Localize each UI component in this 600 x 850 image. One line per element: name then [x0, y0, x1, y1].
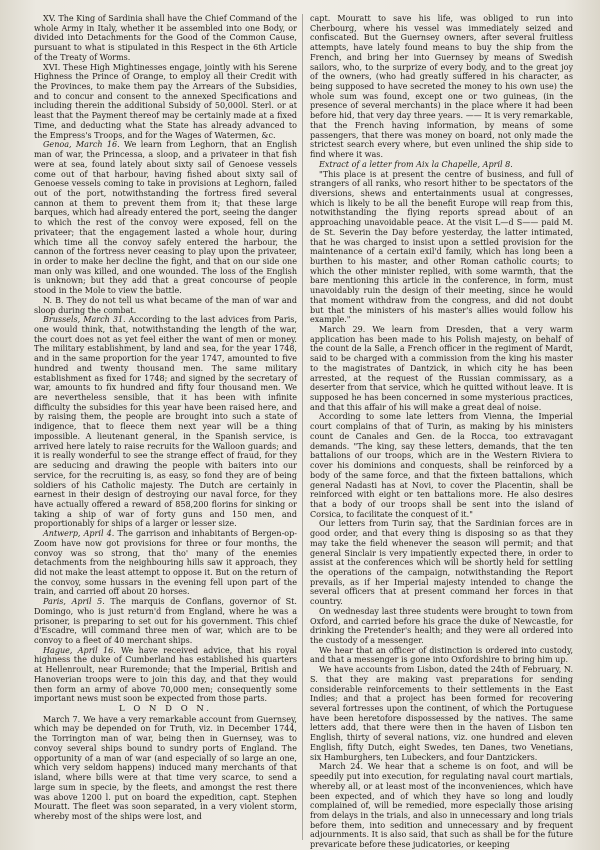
paris-report	[34, 597, 297, 646]
column-divider	[302, 14, 303, 840]
paris-text: The marquis de Conflans, governor of St. Domingo, who is just return'd from England, where he was a prisoner, is preparing to set out for his government. This chief d'Escadre, will command three men of war, which are to be convoy to a fleet of 40 merchant ships.	[34, 597, 297, 645]
oxford-students-report: On wednesday last three students were brought to town from Oxford, and carried before his grace the duke of Newcastle, for drinking the Pretender's health; and they were all ordered into the custody of a messenger.	[310, 606, 573, 645]
nb-note: N. B. They do not tell us what became of the man of war and sloop during the combat.	[34, 295, 297, 315]
genoa-report	[34, 140, 297, 296]
dresden-report: March 29. We learn from Dresden, that a very warm application has been made to his Polish majesty, on behalf of the count de la Salle, a French officer in the regiment of Mardt, said to be charged with a commission from the king his master to the magistrates of Dantzick, in which city he has been arrested, at the request of the Russian commissary, as a deserter from that service, which he quitted without leave. It is supposed he has been concerned in some mysterious practices, and that this affair of his will make a great deal of noise.	[310, 325, 573, 412]
guernsey-report: March 7. We have a very remarkable account from Guernsey, which may be depended on for Truth, viz. in December 1744, the Torrington man of war, being then in Guernsey, was to convoy several ships bound to sundry ports of England. The opportunity of a man of war (and especially of so large an one, which very seldom happens) induced many merchants of that island, where bills were at that time very scarce, to send a large sum in specie, by the fleets, and amongst the rest there was above 1200 l. put on board the expedition, capt. Stephen Mouratt. The fleet was soon separated, in a very violent storm, whereby most of the ships were lost, and	[34, 714, 297, 821]
london-heading: L O N D O N.	[119, 704, 212, 715]
antwerp-dateline: Antwerp, April 4.	[43, 529, 115, 539]
genoa-dateline: Genoa, March 16.	[43, 140, 120, 150]
guernsey-continuation: capt. Mouratt to save his life, was obliged to run into Cherbourg, where his vessel was immediately seized and confiscated. But the Guernsey owners, after several fruitless attempts, have lately found means to buy the ship from the French, and bring her into Guernsey by means of Swedish sailors, who, to the surprize of every body, and to the great joy of the owners, (who had greatly suffered in his character, as being supposed to have secreted the money to his own use) the whole sum was found, except one or two guineas, (in the presence of several merchants) in the place where it had been before hid, that very day three years. —— It is very remarkable, that the French having information, by means of some passengers, that there was money on board, not only made the strictest search every where, but even unlined the ship side to find where it was.	[310, 14, 573, 160]
lisbon-report: We have accounts from Lisbon, dated the 24th of February, N. S. that they are making vast preparations for sending considerable reinforcements to their settlements in the East Indies; and that a project has been formed for recovering several fortresses upon the continent, of which the Portuguese have been heretofore dispossessed by the natives. The same letters add, that there were then in the haven of Lisbon ten English, thirty of several nations, viz. one hundred and eleven English, fifty Dutch, eight Swedes, ten Danes, two Venetians, six Hamburghers, ten Lubeckers, and four Dantzickers.	[310, 665, 573, 762]
genoa-text: We learn from Leghorn, that an English man of war, the Princessa, a sloop, and a privateer in that fish were at sea, found lately about sixty sail of Genoese vessels come out of that harbour, having fished about sixty sail of Genoese vessels coming to take in provisions at Leghorn, failed out of the port, notwithstanding the fortress fired several cannon at them to prevent them from it; that these large barques, which had already entered the port, seeing the danger to which the rest of the convoy were exposed, fell on the privateer; that the engagement lasted a whole hour, during which time all the convoy safely entered the harbour, the cannon of the fortress never ceasing to play upon the privateer, in order to make her decline the fight, and that on our side one man only was killed, and one wounded. The loss of the English is unknown; but they add that a great concourse of people stood in the Mole to view the battle.	[34, 140, 298, 296]
brussels-text: According to the last advices from Paris, one would think, that, notwithstanding the length of the war, the court does not as yet feel either the want of men or money. The military establishment, by land and sea, for the year 1748, and in the same proportion for the year 1747, amounted to five hundred and twenty thousand men. The same military establishment as fixed for 1748; and signed by the secretary of war, amounts to fix hundred and fifty four thousand men. We are nevertheless sensible, that it has been with infinite difficulty the subsidies for this year have been raised here, and by raising them, the people are brought into such a state of indigence, that to fleece them next year will be a thing impossible. A lieutenant general, in the Spanish service, is arrived here lately to raise recruits for the Walloon guards; and it is really wonderful to see the strange effect of fraud, for they are seducing and drawing the people with baiters into our service, for the recruiting is, as easy, so fond they are of being soldiers of his Catholic majesty. The Dutch are certainly in earnest in their design of destroying our naval force, for they have actually offered a reward of 858,200 florins for sinking or taking a ship of war of forty guns and 150 men, and proportionably for ships of a larger or lesser size.	[34, 315, 297, 529]
aix-extract-heading: Extract of a letter from Aix la Chapelle, April 8.	[319, 159, 513, 169]
paris-dateline: Paris, April 5.	[43, 597, 105, 607]
hague-text: We have received advice, that his royal highness the duke of Cumberland has established his quarters at Hellenroult, near Ruremonde; that the Imperial, British and Hanoverian troops were to join this day, and that they would then form an army of above 70,000 men; consequently some important news must soon be expected from those parts.	[34, 645, 297, 704]
turin-report: Our letters from Turin say, that the Sardinian forces are in good order, and that every thing is disposing so as that they may take the field whenever the season will permit; and that general Sinclair is very impatiently expected there, in order to assist at the conferences which will be shortly held for settling the operations of the campaign, notwithstanding the Report prevails, as if her Imperial majesty intended to change the several officers that at present command her forces in that country.	[310, 519, 573, 607]
naval-court-martial-report: March 24. We hear that a scheme is on foot, and will be speedily put into execution, for regulating naval court martials, whereby all, or at least most of the inconveniences, which have been expected, and of which they have so long and loudly complained of, will be remedied, more especially those arising from delays in the trials, and also in unnecessary and long trials before them, into sedition and unnecessary and by frequent adjournments. It is also said, that such as shall be for the future prevaricate before these judicatories, or keeping	[310, 762, 573, 850]
hague-dateline: Hague, April 16.	[43, 645, 116, 655]
brussels-report	[34, 315, 297, 529]
left-column	[34, 14, 297, 840]
aix-extract-text: "This place is at present the centre of business, and full of strangers of all ranks, who resort hither to be spectators of the diversions, shews and entertainments usual at congresses, which is likely to be all the benefit Europe will reap from this, notwithstanding the flying reports spread about of an approaching unavoidable peace. At the visit L—d S—— paid M. de St. Severin the Day before yesterday, the latter intimated, that he was charged to insist upon a settled provision for the maintenance of a certain exil'd family, which has long been a burthen to his master, and other Roman catholic courts; to which the other minister replied, with some warmth, that the bare mentioning this article in the conference, in form, must unavoidably ruin the design of their meeting, since he would that moment withdraw from the congress, and did not doubt but that the ministers of his master's allies would follow his example."	[310, 169, 573, 325]
vienna-report: According to some late letters from Vienna, the Imperial court complains of that of Turin, as making by his ministers count de Canales and Gen. de la Rocca, too extravagant demands. "The king, say these letters, demands, that the ten battalions of our troops, which are in the Western Riviera to cover his dominions and conquests, shall be reinforced by a body of the same force, and that the fixteen battalions, which general Nadasti has at Novi, to cover the Placentin, shall be reinforced with eight or ten battalions more. He also desires that a body of our troops shall be sent into the island of Corsica, to facilitate the conquest of it."	[310, 412, 573, 519]
antwerp-report	[34, 529, 297, 597]
officer-custody-report: We hear that an officer of distinction is ordered into custody, and that a messenger is gone into Oxfordshire to bring him up.	[310, 645, 573, 665]
hague-report	[34, 646, 297, 704]
treaty-article-xv: XV. The King of Sardinia shall have the Chief Command of the whole Army in Italy, whether it be assembled into one Body, or divided into Detachments for the Good of the Common Cause, pursuant to what is stipulated in this Respect in the 6th Article of the Treaty of Worms.	[34, 14, 297, 62]
right-column	[310, 14, 573, 850]
antwerp-text: The garrison and inhabitants of Bergen-op-Zoom have now got provisions for three or four months, the convoy was so strong, that tho' many of the enemies detachments from the neighbouring hills saw it approach, they did not make the least attempt to oppose it. But on the return of the convoy, some hussars in the evening fell upon part of the train, and carried off about 20 horses.	[34, 529, 297, 597]
treaty-article-xvi: XVI. These High Mightinesses engage, jointly with his Serene Highness the Prince of Orange, to employ all their Credit with the Provinces, to make them pay the Arrears of the Subsidies, and to concur and consent to the annexed Specifications and including therein the additional Subsidy of 50,000l. Sterl. or at least that the Payment thereof may be certainly made at a fixed Time, and deducting what the State has already advanced to the Empress's Troops, and for the Wages of Watermen, &c.	[34, 62, 297, 140]
brussels-dateline: Brussels, March 31.	[43, 315, 126, 325]
